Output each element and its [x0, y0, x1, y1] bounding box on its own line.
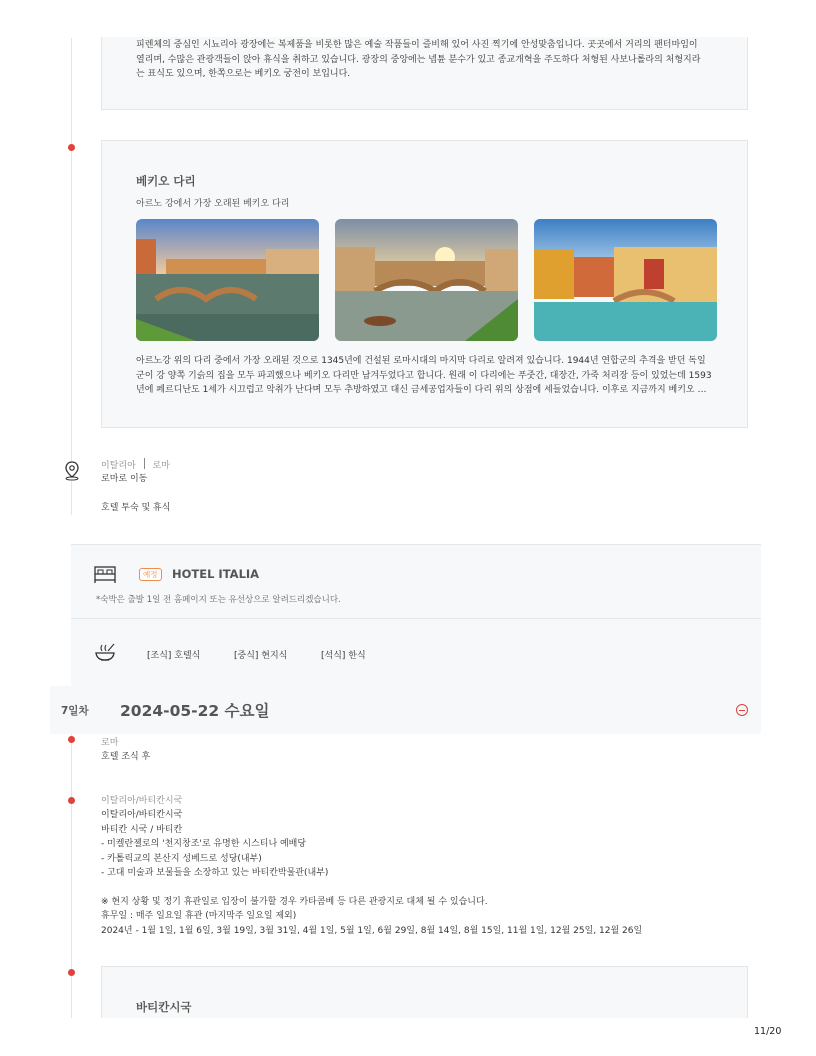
- bed-icon: [94, 565, 116, 587]
- location-pin-icon: [63, 461, 81, 481]
- status-badge: 예정: [139, 568, 162, 581]
- day-date: 2024-05-22 수요일: [120, 702, 270, 720]
- timeline-dot: [68, 969, 75, 976]
- bridge-photo-2[interactable]: [335, 219, 518, 341]
- meal-dinner: [석식] 한식: [321, 651, 366, 661]
- timeline-line: [71, 38, 72, 515]
- move-note: 호텔 투숙 및 휴식: [101, 503, 171, 513]
- move-action: 로마로 이동: [101, 474, 148, 484]
- meals-block: [71, 618, 761, 686]
- minus-bar: [739, 710, 745, 711]
- card-title: 바티칸시국: [136, 1000, 192, 1014]
- card-description: 아르노강 위의 다리 중에서 가장 오래된 것으로 1345년에 건설된 로마시대의 마지막 다리로 알려져 있습니다. 1944년 연합군의 추격을 받던 독일 군이 강 양쪽 기슭의 집을 모두 파괴했으나 베키오 다리만 남겨두었다고 합니다. 원래 이 다리에는 푸줏간, 대장간, 가죽 처리장 등이 있었는데 1593 년에 페르디난도 1세가 시끄럽고 악취가 난다며 모두 추방하였고 대신 금세공업자들이 다리 위의 상점에 세들었습니다. 이후로 지금까지 베키오 …: [136, 356, 712, 395]
- meal-bowl-icon: [94, 643, 116, 667]
- card-subtitle: 아르노 강에서 가장 오래된 베키오 다리: [136, 199, 290, 209]
- sight-card-signoria: [101, 37, 748, 110]
- collapse-icon[interactable]: [736, 704, 748, 716]
- timeline-dot: [68, 736, 75, 743]
- timeline-dot: [68, 797, 75, 804]
- card-title: 베키오 다리: [136, 174, 196, 188]
- bridge-photo-3[interactable]: [534, 219, 717, 341]
- hotel-name[interactable]: HOTEL ITALIA: [172, 567, 260, 581]
- move-to: 로마: [152, 461, 170, 471]
- route-divider: [144, 458, 145, 469]
- day-header[interactable]: [50, 686, 761, 734]
- card-description: 피렌체의 중심인 시뇨리아 광장에는 복제품을 비롯한 많은 예술 작품들이 즐비해 있어 사진 찍기에 안성맞춤입니다. 곳곳에서 거리의 팬터마임이 열리며, 수많은 관광객들이 앉아 휴식을 취하고 있습니다. 광장의 중앙에는 넵튠 분수가 있고 종교개혁을 주도하다 처형된 사보나롤라의 처형지라 는 표식도 있으며, 한쪽으로는 베키오 궁전이 보입니다.: [136, 40, 701, 79]
- sight-card-ponte-vecchio: [101, 140, 748, 428]
- move-from: 이탈리아: [101, 461, 136, 471]
- hotel-block: [71, 544, 761, 618]
- day-label: 7일차: [61, 705, 89, 717]
- entry-details: 이탈리아/바티칸시국 바티칸 시국 / 바티칸 - 미켈란젤로의 '천지창조'로 유명한 시스티나 예배당 - 카톨릭교의 본산지 성베드로 성당(내부) - 고대 미술과 보물들을 소장하고 있는 바티칸박물관(내부) ※ 현지 상황 및 정기 휴관일로 입장이 불가할 경우 카타콤베 등 다른 관광지로 대체 될 수 있습니다. 휴무일 : 매주 일요일 휴관 (마지막주 일요일 제외) 2024년 - 1월 1일, 1월 6일, 3월 19일, 3월 31일, 4월 1일, 5월 1일, 6월 29일, 8월 14일, 8월 15일, 11월 1일, 12월 25일, 12월 26일: [101, 810, 643, 936]
- move-route: [101, 458, 170, 473]
- meal-lunch: [중식] 현지식: [234, 651, 288, 661]
- sight-card-vatican: [101, 966, 748, 1018]
- meal-breakfast: [조식] 호텔식: [147, 651, 201, 661]
- timeline-dot: [68, 144, 75, 151]
- page-number: 11/20: [754, 1026, 782, 1037]
- entry-place: 이탈리아/바티칸시국: [101, 796, 183, 806]
- entry-place: 로마: [101, 738, 119, 748]
- entry-text: 호텔 조식 후: [101, 752, 151, 762]
- hotel-note: *숙박은 출발 1일 전 홈페이지 또는 유선상으로 알려드리겠습니다.: [96, 595, 341, 605]
- bridge-photo-1[interactable]: [136, 219, 319, 341]
